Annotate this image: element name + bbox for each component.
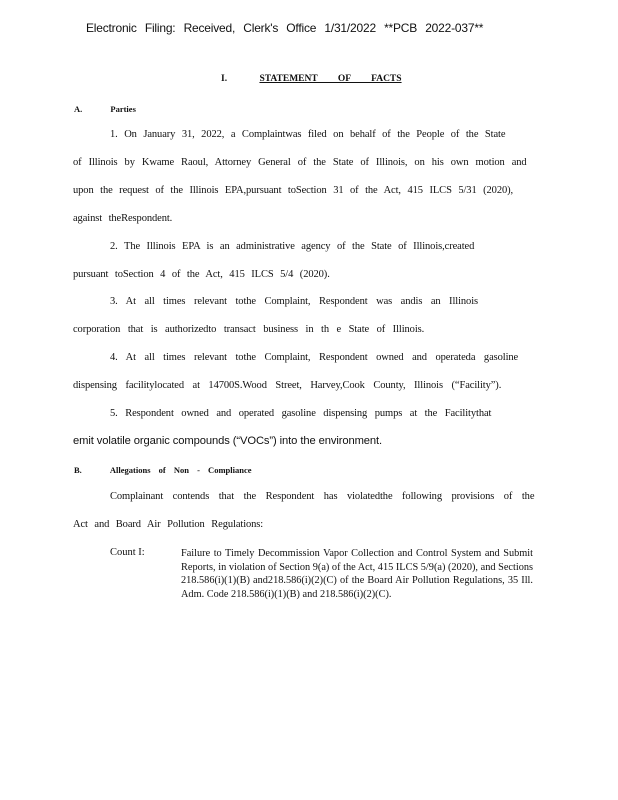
subsection-letter: A.: [74, 104, 83, 114]
paragraph-line: emit volatile organic compounds (“VOCs”) into the environment.: [73, 435, 383, 447]
paragraph-line: of Illinois by Kwame Raoul, Attorney General of the State of Illinois, on his own motion and: [73, 157, 527, 168]
section-title: STATEMENT OF FACTS: [259, 74, 402, 84]
paragraph-line: 4. At all times relevant tothe Complaint, Respondent owned and operateda gasoline: [110, 352, 519, 363]
count-description: Failure to Timely Decommission Vapor Collection and Control System and Submit Reports, in violation of Section 9(a) of the Act, 415 ILCS 5/9(a) (2020), and Sections 218.586(i)(1)(B) and218.586(i)(2)(C) of the Board Air Pollution Regulations, 35 Ill. Adm. Code 218.586(i)(1)(B) and 218.586(i)(2)(C).: [181, 548, 533, 600]
paragraph-line: upon the request of the Illinois EPA,pursuant toSection 31 of the Act, 415 ILCS 5/31 (2020),: [73, 185, 514, 196]
subsection-b-heading: [74, 465, 252, 475]
paragraph-line: 3. At all times relevant tothe Complaint, Respondent was andis an Illinois: [110, 296, 479, 307]
paragraph-line: 1. On January 31, 2022, a Complaintwas filed on behalf of the People of the State: [110, 129, 506, 140]
subsection-letter: B.: [74, 465, 82, 475]
paragraph-line: against theRespondent.: [73, 213, 173, 224]
section-number: I.: [221, 74, 228, 84]
paragraph-line: Complainant contends that the Respondent has violatedthe following provisions of the: [110, 491, 535, 502]
paragraph-line: Act and Board Air Pollution Regulations:: [73, 519, 264, 530]
paragraph-line: 2. The Illinois EPA is an administrative agency of the State of Illinois,created: [110, 241, 475, 252]
filing-stamp-header: Electronic Filing: Received, Clerk's Office 1/31/2022 **PCB 2022-037**: [86, 21, 484, 35]
subsection-title: Parties: [110, 104, 136, 114]
subsection-title: Allegations of Non - Compliance: [109, 465, 252, 475]
paragraph-line: corporation that is authorizedto transact business in th e State of Illinois.: [73, 324, 425, 335]
count-label: Count I:: [110, 547, 145, 558]
paragraph-line: pursuant toSection 4 of the Act, 415 ILCS 5/4 (2020).: [73, 269, 330, 280]
subsection-a-heading: [74, 104, 136, 114]
paragraph-line: dispensing facilitylocated at 14700S.Wood Street, Harvey,Cook County, Illinois (“Facility”).: [73, 380, 502, 391]
paragraph-line: 5. Respondent owned and operated gasoline dispensing pumps at the Facilitythat: [110, 408, 492, 419]
section-heading: [221, 74, 402, 84]
